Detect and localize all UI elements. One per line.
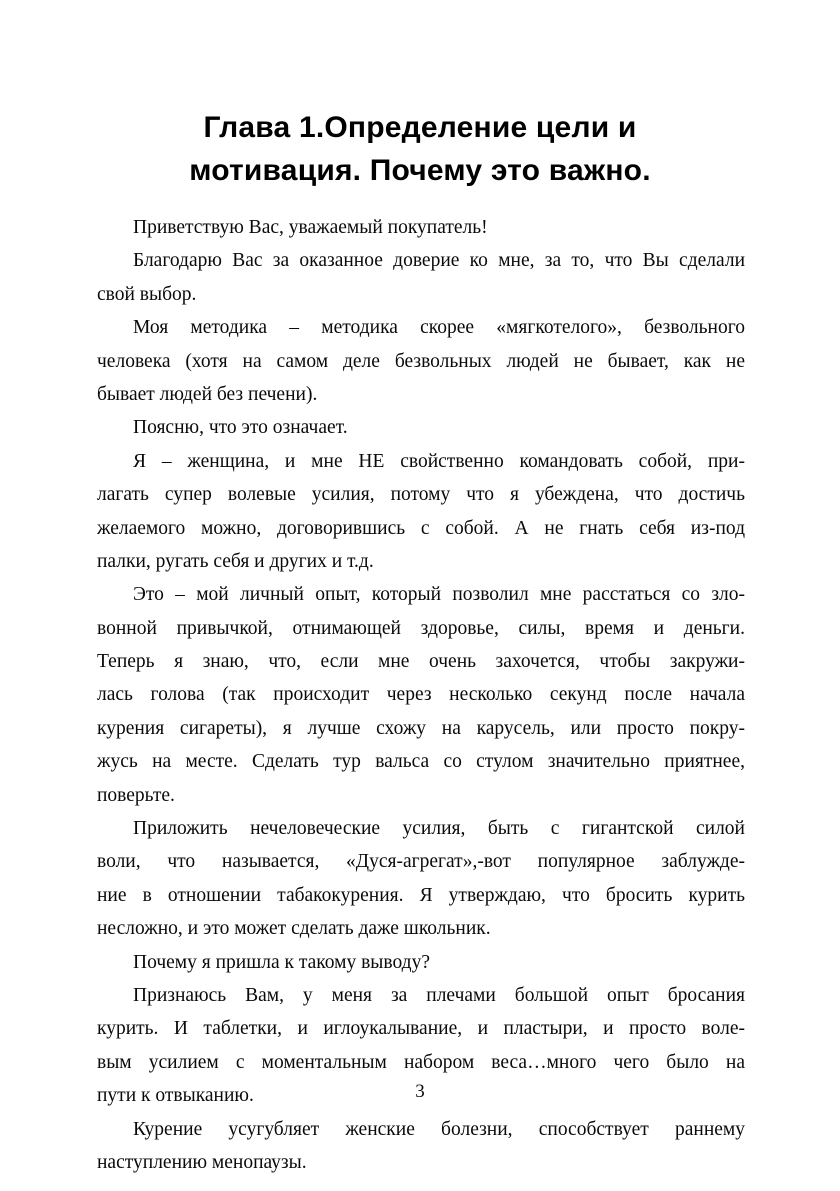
text-line: Теперь я знаю, что, если мне очень захочется, чтобы закружи-	[97, 651, 745, 673]
text-line: поверьте.	[97, 784, 175, 806]
text-line: лагать супер волевые усилия, потому что я убеждена, что достичь	[97, 484, 745, 506]
text-line: Благодарю Вас за оказанное доверие ко мне, за то, что Вы сделали	[133, 250, 745, 272]
paragraph	[97, 311, 745, 411]
text-line: вонной привычкой, отнимающей здоровье, силы, время и деньги.	[97, 617, 745, 639]
chapter-heading	[0, 106, 840, 192]
page-number: 3	[415, 1081, 425, 1102]
text-line: Курение усугубляет женские болезни, способствует раннему	[133, 1118, 745, 1140]
paragraph	[97, 946, 745, 979]
text-line: Приложить нечеловеческие усилия, быть с гигантской силой	[133, 818, 745, 840]
paragraph	[97, 578, 745, 812]
paragraph	[97, 211, 745, 244]
chapter-heading-line-1: Глава 1.Определение цели и	[203, 111, 637, 144]
text-line: палки, ругать себя и других и т.д.	[97, 550, 374, 572]
text-line: наступлению менопаузы.	[97, 1151, 307, 1173]
text-line: курения сигареты), я лучше схожу на карусель, или просто покру-	[97, 717, 745, 739]
text-line: бывает людей без печени).	[97, 383, 318, 405]
text-line: лась голова (так происходит через несколько секунд после начала	[97, 684, 745, 706]
page-body	[97, 211, 745, 1179]
text-line: вым усилием с моментальным набором веса…много чего было на	[97, 1051, 745, 1073]
text-line: ние в отношении табакокурения. Я утверждаю, что бросить курить	[97, 884, 745, 906]
text-line: воли, что называется, «Дуся-агрегат»,-вот популярное заблужде-	[97, 851, 745, 873]
text-line: свой выбор.	[97, 283, 197, 305]
paragraph	[97, 244, 745, 311]
text-line: желаемого можно, договорившись с собой. А не гнать себя из-под	[97, 517, 745, 539]
text-line: Моя методика – методика скорее «мягкотелого», безвольного	[133, 317, 745, 339]
paragraph	[97, 812, 745, 946]
text-line: Я – женщина, и мне НЕ свойственно командовать собой, при-	[133, 450, 745, 472]
text-line: Это – мой личный опыт, который позволил мне расстаться со зло-	[133, 584, 745, 606]
paragraph	[97, 411, 745, 444]
text-line: Приветствую Вас, уважаемый покупатель!	[133, 217, 488, 238]
text-line: жусь на месте. Сделать тур вальса со стулом значительно приятнее,	[97, 751, 745, 773]
text-line: курить. И таблетки, и иглоукалывание, и пластыри, и просто воле-	[97, 1018, 745, 1040]
text-line: Почему я пришла к такому выводу?	[133, 951, 430, 973]
paragraph	[97, 1113, 745, 1180]
text-line: несложно, и это может сделать даже школьник.	[97, 918, 491, 940]
text-line: Поясню, что это означает.	[133, 417, 348, 439]
chapter-heading-line-2: мотивация. Почему это важно.	[189, 154, 651, 187]
text-line: пути к отвыканию.	[97, 1085, 254, 1107]
paragraph	[97, 445, 745, 579]
text-line: Признаюсь Вам, у меня за плечами большой опыт бросания	[133, 984, 745, 1006]
text-line: человека (хотя на самом деле безвольных людей не бывает, как не	[97, 350, 745, 372]
